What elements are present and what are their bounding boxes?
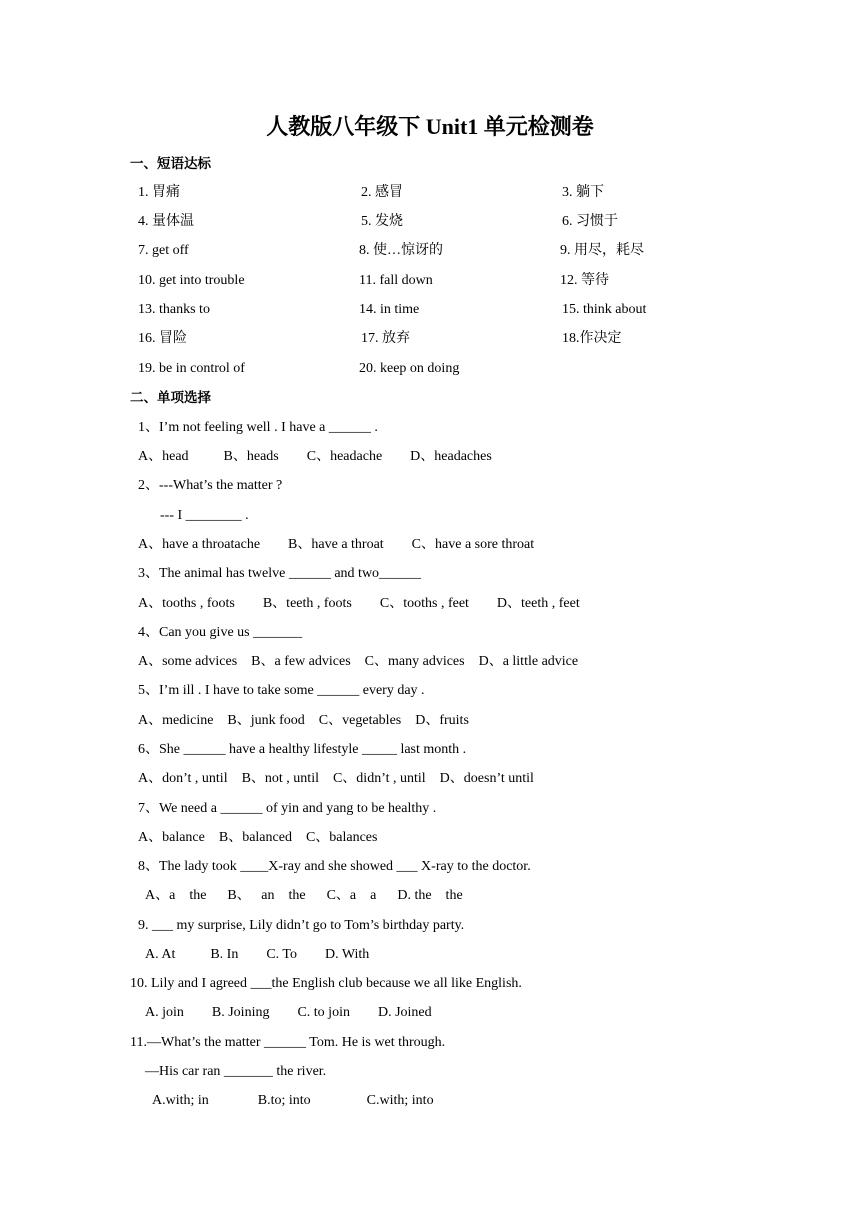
phrase-item: 12. 等待 [560, 273, 609, 288]
question-line: 9. ___ my surprise, Lily didn’t go to Tom’s birthday party. [138, 918, 465, 933]
phrase-item: 6. 习惯于 [562, 214, 618, 229]
option-line: A、head B、heads C、headache D、headaches [138, 449, 492, 464]
phrase-item: 11. fall down [359, 273, 433, 288]
phrase-item: 16. 冒险 [138, 331, 187, 346]
section-heading-choice: 二、单项选择 [130, 390, 211, 406]
option-line: A. join B. Joining C. to join D. Joined [145, 1005, 432, 1020]
question-line: 5、I’m ill . I have to take some ______ every day . [138, 683, 425, 698]
phrase-item: 1. 胃痛 [138, 185, 180, 200]
question-line: --- I ________ . [160, 508, 249, 523]
phrase-item: 15. think about [562, 302, 647, 317]
phrase-item: 10. get into trouble [138, 273, 245, 288]
page-title: 人教版八年级下 Unit1 单元检测卷 [266, 114, 594, 139]
phrase-item: 14. in time [359, 302, 420, 317]
question-line: 4、Can you give us _______ [138, 625, 303, 640]
question-line: 8、The lady took ____X-ray and she showed ___ X-ray to the doctor. [138, 859, 531, 874]
phrase-item: 20. keep on doing [359, 361, 460, 376]
phrase-item: 5. 发烧 [361, 214, 403, 229]
phrase-item: 9. 用尽，耗尽 [560, 243, 644, 258]
phrase-item: 7. get off [138, 243, 189, 258]
option-line: A. At B. In C. To D. With [145, 947, 370, 962]
phrase-item: 4. 量体温 [138, 214, 194, 229]
question-line: 7、We need a ______ of yin and yang to be healthy . [138, 801, 437, 816]
option-line: A、balance B、balanced C、balances [138, 830, 378, 845]
option-line: A、tooths , foots B、teeth , foots C、tooths , feet D、teeth , feet [138, 596, 580, 611]
phrase-item: 2. 感冒 [361, 185, 403, 200]
question-line: 10. Lily and I agreed ___the English club because we all like English. [130, 976, 522, 991]
option-line: A、don’t , until B、not , until C、didn’t , until D、doesn’t until [138, 771, 534, 786]
phrase-item: 19. be in control of [138, 361, 245, 376]
phrase-item: 3. 躺下 [562, 185, 604, 200]
option-line: A、some advices B、a few advices C、many advices D、a little advice [138, 654, 579, 669]
option-line: A.with; in B.to; into C.with; into [152, 1093, 434, 1108]
option-line: A、medicine B、junk food C、vegetables D、fruits [138, 713, 469, 728]
phrase-item: 17. 放弃 [361, 331, 410, 346]
question-line: 11.—What’s the matter ______ Tom. He is wet through. [130, 1035, 446, 1050]
question-line: 6、She ______ have a healthy lifestyle _____ last month . [138, 742, 467, 757]
question-line: 2、---What’s the matter ? [138, 478, 283, 493]
phrase-item: 8. 使…惊讶的 [359, 243, 443, 258]
phrase-item: 18.作决定 [562, 331, 622, 346]
question-line: —His car ran _______ the river. [145, 1064, 327, 1079]
option-line: A、a the B、 an the C、a a D. the the [145, 888, 463, 903]
section-heading-phrases: 一、短语达标 [130, 156, 211, 172]
option-line: A、have a throatache B、have a throat C、have a sore throat [138, 537, 535, 552]
question-line: 3、The animal has twelve ______ and two______ [138, 566, 422, 581]
question-line: 1、I’m not feeling well . I have a ______ . [138, 420, 378, 435]
phrase-item: 13. thanks to [138, 302, 210, 317]
